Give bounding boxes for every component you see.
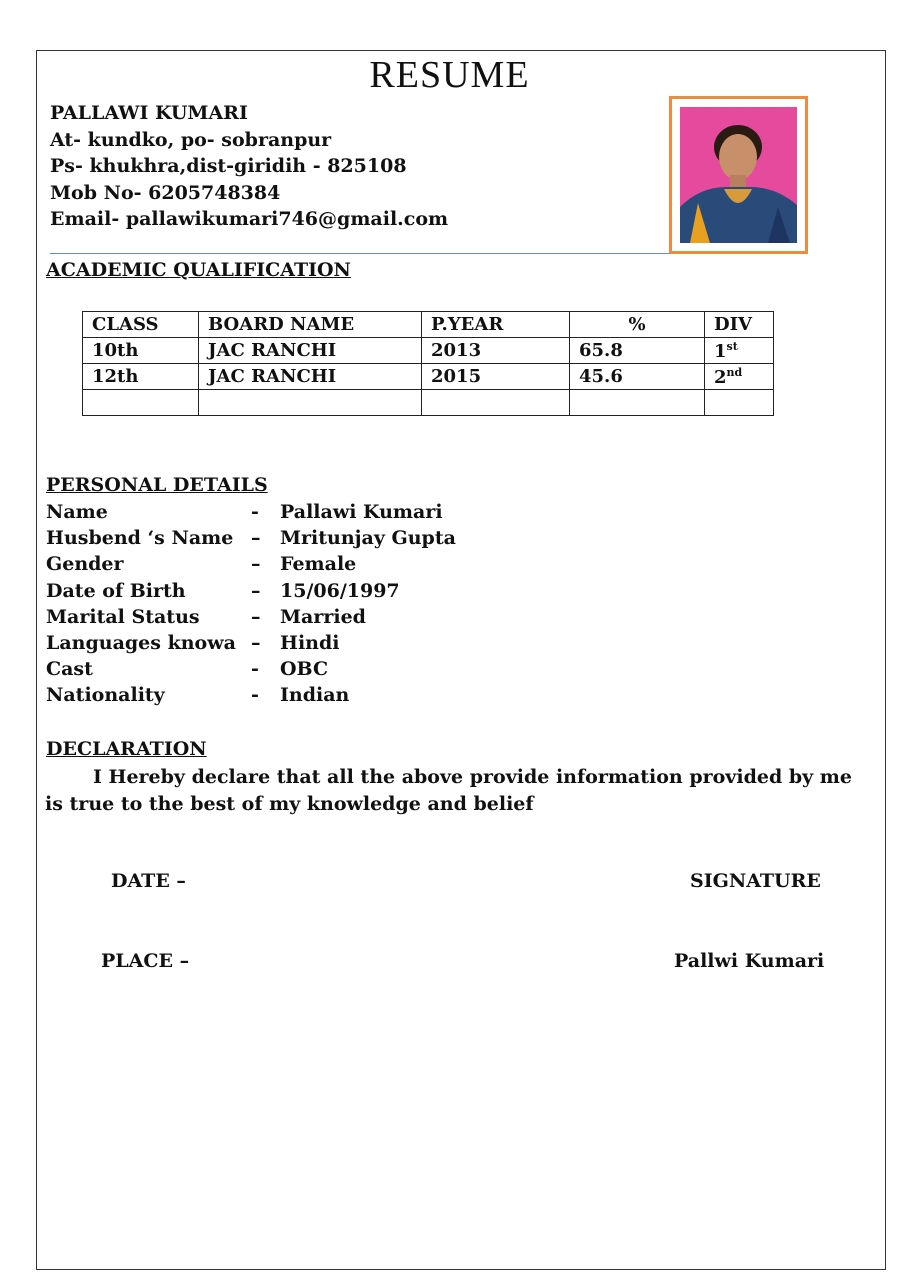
personal-details — [46, 501, 546, 711]
separator-dash: – — [251, 631, 261, 654]
table-row — [83, 364, 774, 390]
person-portrait-icon — [680, 107, 797, 243]
column-header-year: P.YEAR — [422, 312, 570, 338]
personal-value: Hindi — [280, 631, 340, 654]
personal-label: Gender — [46, 553, 124, 576]
separator-dash: – — [251, 527, 261, 550]
personal-label: Date of Birth — [46, 579, 186, 602]
header-divider — [50, 253, 670, 254]
cell-class: 12th — [83, 364, 199, 390]
cell-percent: 45.6 — [570, 364, 705, 390]
empty-cell — [422, 390, 570, 416]
div-ordinal-suffix: st — [726, 339, 738, 353]
separator-dash: - — [251, 658, 259, 681]
cell-year: 2013 — [422, 338, 570, 364]
contact-block — [50, 100, 448, 233]
personal-value: Mritunjay Gupta — [280, 527, 456, 550]
personal-label: Name — [46, 501, 108, 523]
applicant-name: PALLAWI KUMARI — [50, 102, 248, 124]
date-label: DATE – — [111, 870, 186, 892]
personal-label: Marital Status — [46, 605, 200, 628]
personal-value: Married — [280, 605, 366, 628]
div-number: 1 — [714, 340, 727, 362]
personal-value: Female — [280, 553, 357, 576]
table-row — [83, 338, 774, 364]
personal-label: Languages knowa — [46, 631, 236, 654]
div-ordinal-suffix: nd — [726, 365, 743, 379]
empty-cell — [83, 390, 199, 416]
personal-value: OBC — [280, 658, 329, 681]
cell-div — [705, 338, 774, 364]
personal-heading: PERSONAL DETAILS — [46, 474, 268, 496]
place-label: PLACE – — [101, 950, 190, 972]
personal-row — [46, 501, 546, 527]
personal-row — [46, 580, 546, 606]
personal-label: Nationality — [46, 684, 165, 707]
separator-dash: - — [251, 684, 259, 707]
personal-row — [46, 553, 546, 579]
mobile-number: Mob No- 6205748384 — [50, 181, 281, 204]
personal-row — [46, 632, 546, 658]
personal-value: Pallawi Kumari — [280, 501, 443, 523]
empty-cell — [705, 390, 774, 416]
personal-label: Cast — [46, 658, 93, 681]
cell-percent: 65.8 — [570, 338, 705, 364]
declaration-heading: DECLARATION — [46, 738, 207, 760]
personal-value: 15/06/1997 — [280, 579, 400, 602]
column-header-percent: % — [570, 312, 705, 338]
passport-photo-frame — [669, 96, 808, 254]
cell-year: 2015 — [422, 364, 570, 390]
document-title: RESUME — [369, 54, 530, 96]
empty-cell — [570, 390, 705, 416]
signature-label: SIGNATURE — [690, 870, 821, 892]
email-address: Email- pallawikumari746@gmail.com — [50, 208, 449, 230]
personal-row — [46, 606, 546, 632]
personal-value: Indian — [280, 684, 350, 707]
personal-row — [46, 658, 546, 684]
cell-board: JAC RANCHI — [199, 338, 422, 364]
passport-photo — [680, 107, 797, 243]
signature-name: Pallwi Kumari — [674, 950, 825, 972]
cell-class: 10th — [83, 338, 199, 364]
qualification-table — [82, 311, 774, 416]
column-header-board: BOARD NAME — [199, 312, 422, 338]
column-header-class: CLASS — [83, 312, 199, 338]
address-line-1: At- kundko, po- sobranpur — [50, 128, 332, 151]
separator-dash: - — [251, 501, 259, 523]
address-line-2: Ps- khukhra,dist-giridih - 825108 — [50, 155, 407, 177]
cell-div — [705, 364, 774, 390]
academic-heading: ACADEMIC QUALIFICATION — [46, 259, 351, 281]
table-row-empty — [83, 390, 774, 416]
table-header-row — [83, 312, 774, 338]
separator-dash: – — [251, 553, 261, 576]
personal-row — [46, 684, 546, 710]
declaration-text: I Hereby declare that all the above provide information provided by me is true to the best of my knowledge and belief — [45, 766, 852, 815]
separator-dash: – — [251, 579, 261, 602]
separator-dash: – — [251, 605, 261, 628]
column-header-div: DIV — [705, 312, 774, 338]
div-number: 2 — [714, 366, 727, 388]
personal-row — [46, 527, 546, 553]
empty-cell — [199, 390, 422, 416]
personal-label: Husbend ‘s Name — [46, 527, 234, 550]
cell-board: JAC RANCHI — [199, 364, 422, 390]
